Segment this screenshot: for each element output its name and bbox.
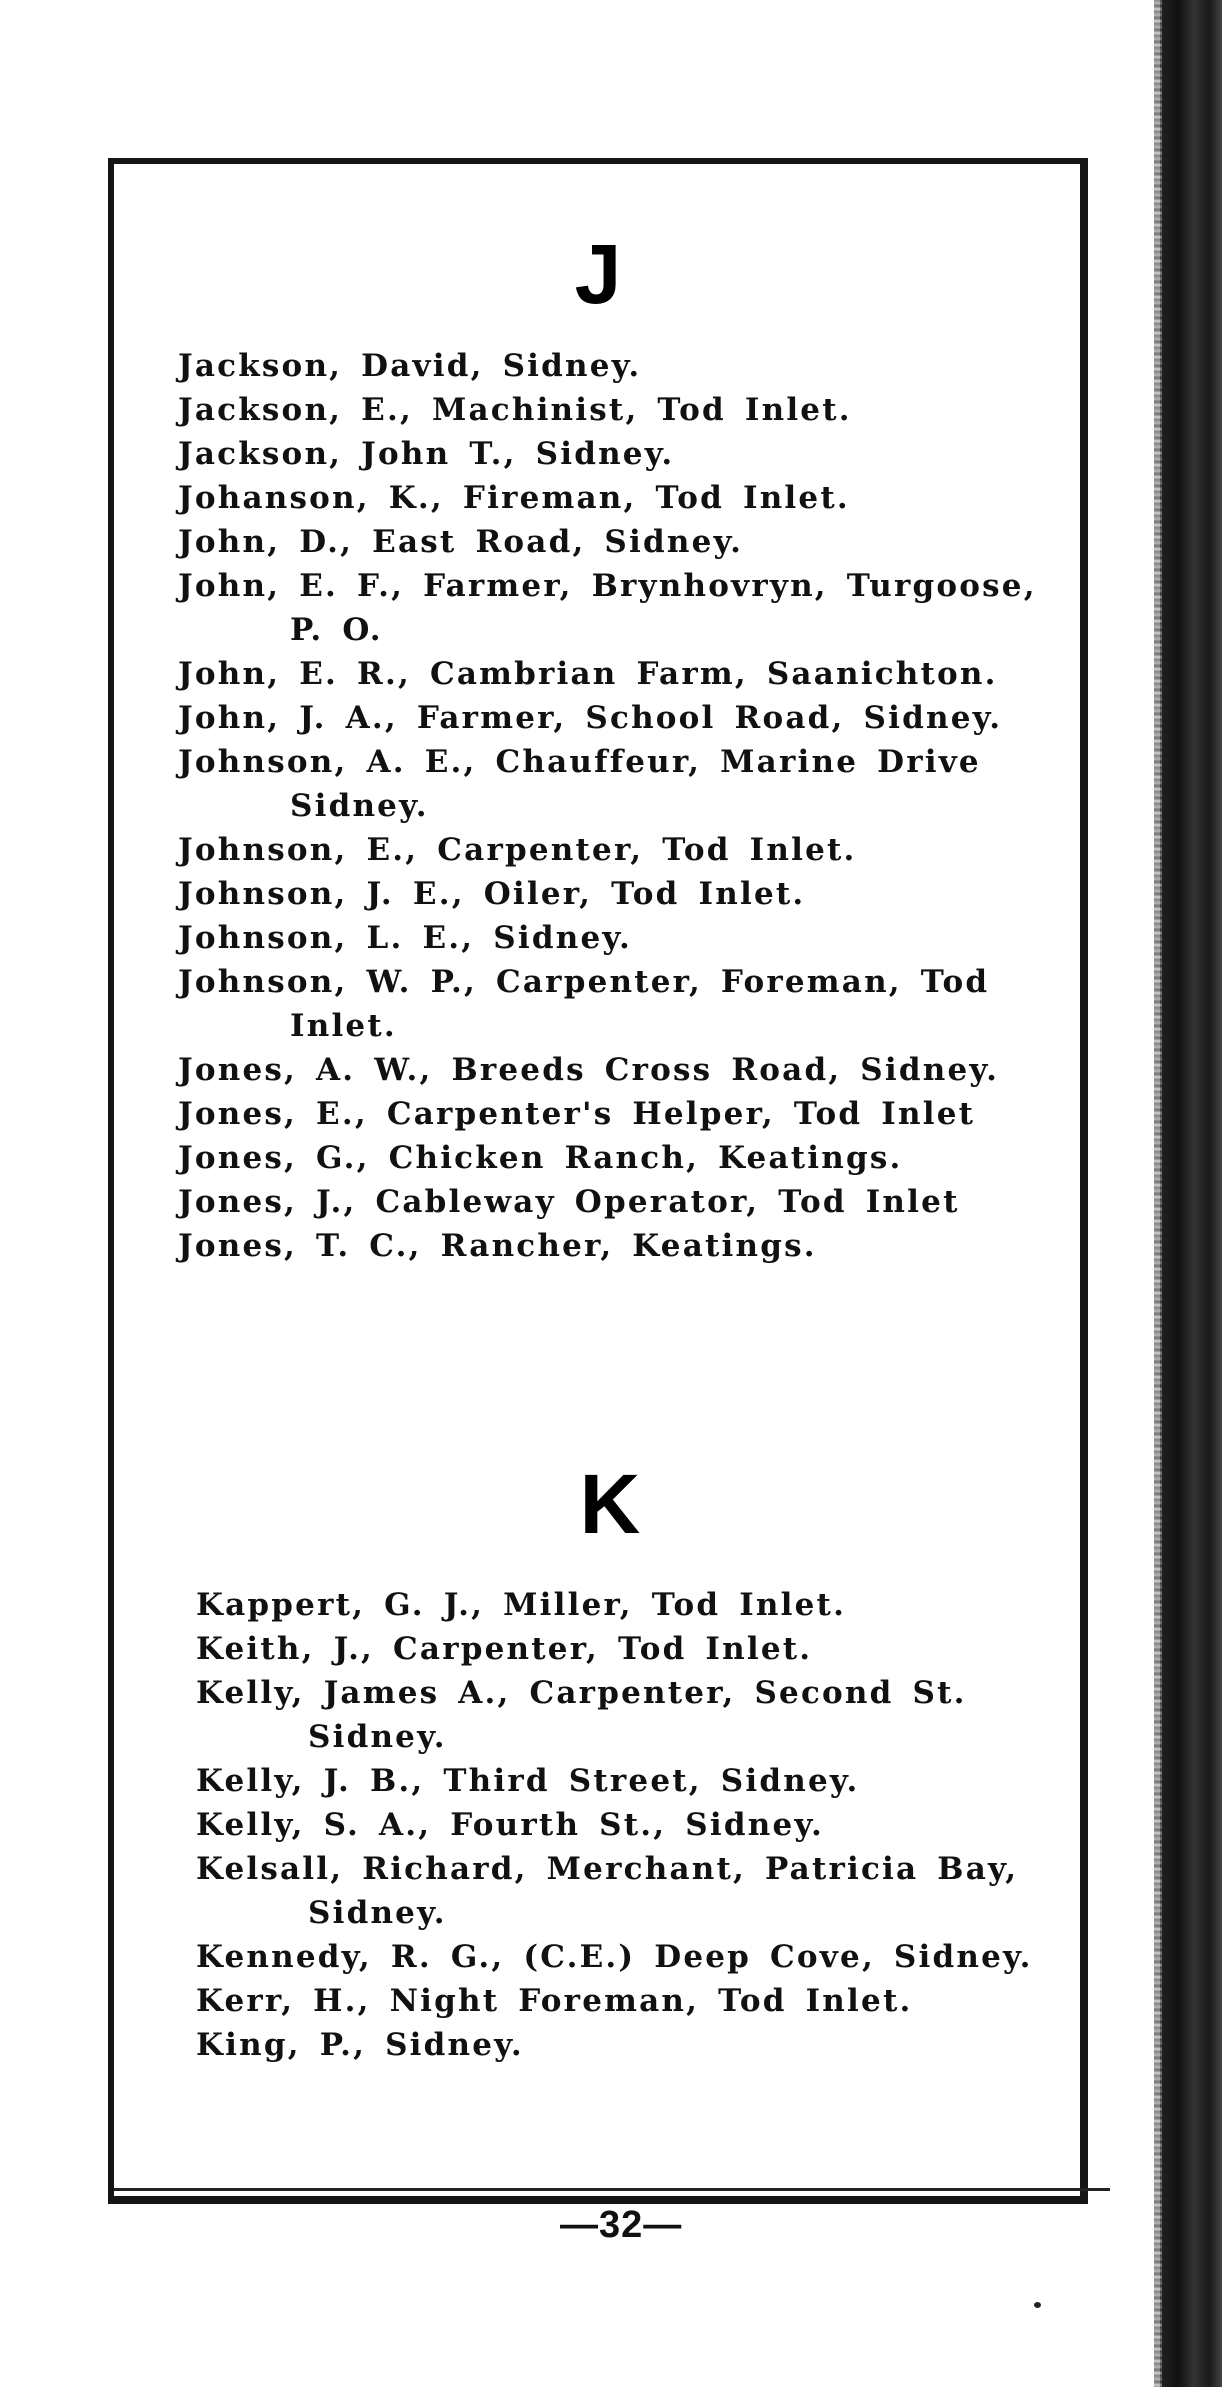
directory-entry: John, E. R., Cambrian Farm, Saanichton. — [178, 656, 998, 692]
directory-entry: Johnson, W. P., Carpenter, Foreman, Tod Inlet. — [178, 964, 990, 1044]
directory-entry: Kappert, G. J., Miller, Tod Inlet. — [196, 1587, 847, 1623]
directory-entry: Kelly, James A., Carpenter, Second St. Sidney. — [196, 1675, 967, 1755]
directory-entry: Johnson, J. E., Oiler, Tod Inlet. — [178, 876, 806, 912]
directory-entry: Johnson, A. E., Chauffeur, Marine Drive Sidney. — [178, 744, 981, 824]
directory-entry: Jackson, E., Machinist, Tod Inlet. — [178, 392, 852, 428]
directory-entry: Keith, J., Carpenter, Tod Inlet. — [196, 1631, 813, 1667]
page-binding-edge — [1160, 0, 1222, 2387]
directory-entry: John, J. A., Farmer, School Road, Sidney. — [178, 700, 1003, 736]
directory-entry: Jones, T. C., Rancher, Keatings. — [178, 1228, 817, 1264]
directory-entry: Kennedy, R. G., (C.E.) Deep Cove, Sidney. — [196, 1939, 1033, 1975]
directory-entry: John, E. F., Farmer, Brynhovryn, Turgoose, P. O. — [178, 568, 1037, 648]
directory-entry: Jones, A. W., Breeds Cross Road, Sidney. — [178, 1052, 1000, 1088]
entries-list-j — [178, 344, 1040, 1268]
directory-entry: Kelsall, Richard, Merchant, Patricia Bay, Sidney. — [196, 1851, 1019, 1931]
directory-entry: Johnson, E., Carpenter, Tod Inlet. — [178, 832, 857, 868]
directory-entry: Kelly, J. B., Third Street, Sidney. — [196, 1763, 860, 1799]
print-speck — [1034, 2302, 1041, 2308]
directory-entry: Johnson, L. E., Sidney. — [178, 920, 633, 956]
frame-bottom-shadow-line — [114, 2188, 1110, 2191]
directory-entry: King, P., Sidney. — [196, 2027, 524, 2063]
directory-entry: Jones, E., Carpenter's Helper, Tod Inlet — [178, 1096, 976, 1132]
directory-entry: Kelly, S. A., Fourth St., Sidney. — [196, 1807, 825, 1843]
directory-entry: Jones, J., Cableway Operator, Tod Inlet — [178, 1184, 960, 1220]
directory-entry: Jones, G., Chicken Ranch, Keatings. — [178, 1140, 903, 1176]
entries-list-k — [196, 1583, 1046, 2067]
directory-entry: Jackson, John T., Sidney. — [178, 436, 675, 472]
directory-entry: John, D., East Road, Sidney. — [178, 524, 744, 560]
directory-entry: Jackson, David, Sidney. — [178, 348, 642, 384]
section-heading-j: J — [574, 227, 622, 321]
directory-entry: Johanson, K., Fireman, Tod Inlet. — [178, 480, 850, 516]
section-heading-k: K — [579, 1457, 641, 1551]
directory-entry: Kerr, H., Night Foreman, Tod Inlet. — [196, 1983, 913, 2019]
page-number: —32— — [560, 2204, 683, 2246]
